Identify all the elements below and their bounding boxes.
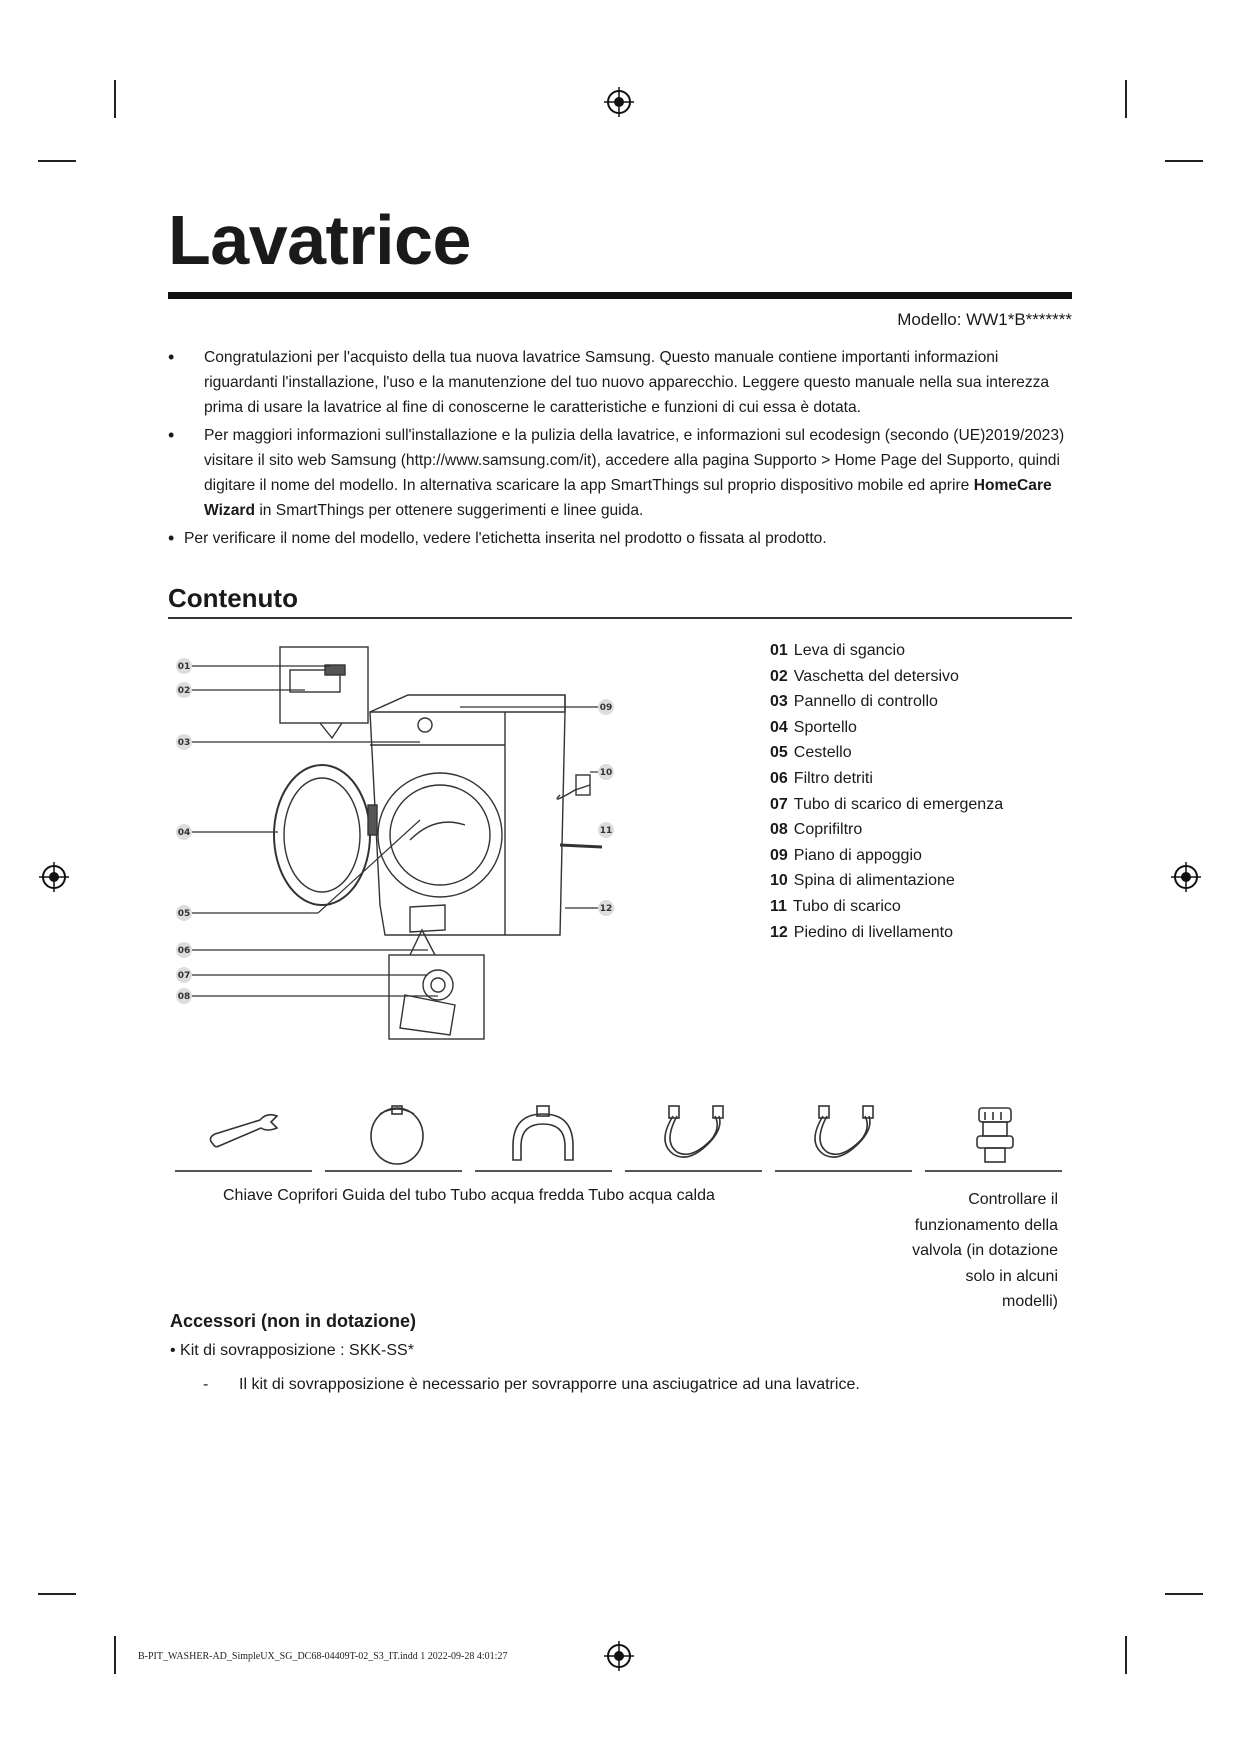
dash-marker: - <box>203 1376 209 1393</box>
callout-badge-text: 04 <box>177 828 191 838</box>
accessories-item: • Kit di sovrapposizione : SKK-SS* <box>170 1342 414 1359</box>
list-item <box>770 766 1003 792</box>
crop-mark <box>1125 1636 1127 1674</box>
part-number: 08 <box>770 821 788 839</box>
part-number: 07 <box>770 795 788 813</box>
title-rule <box>168 292 1072 299</box>
part-label: Filtro detriti <box>793 769 873 787</box>
accessories-title: Accessori (non in dotazione) <box>170 1311 417 1331</box>
list-item <box>770 638 1003 664</box>
crop-mark <box>1165 1593 1203 1595</box>
list-item <box>770 740 1003 766</box>
parts-list <box>770 638 1003 945</box>
valve-icon <box>965 1102 1025 1167</box>
callout-badge-text: 06 <box>177 946 191 956</box>
part-label: Spina di alimentazione <box>793 872 955 890</box>
accessory-underline <box>325 1170 462 1172</box>
part-number: 06 <box>770 769 788 787</box>
callout-badge-text: 12 <box>599 904 613 914</box>
part-number: 11 <box>770 897 787 915</box>
part-label: Cestello <box>793 744 852 762</box>
crop-mark <box>114 1636 116 1674</box>
valve-label: Controllare il funzionamento della valvola (in dotazione solo in alcuni modelli) <box>912 1191 1058 1310</box>
part-number: 02 <box>770 667 788 685</box>
callout-badge-text: 05 <box>177 909 191 919</box>
intro-bullet-text: Congratulazioni per l'acquisto della tua nuova lavatrice Samsung. Questo manuale contiene importanti informazioni riguardanti l'installazione, l'uso e la manutenzione del tuo nuovo apparecchio. Leggere questo manuale nella sua interezza prima di usare la lavatrice al fine di conoscerne le caratteristiche e funzioni di cui essa è dotata. <box>204 349 1050 416</box>
accessory-underline <box>775 1170 912 1172</box>
callout-badge-text: 10 <box>599 768 613 778</box>
hot-water-hose-icon <box>805 1102 885 1167</box>
part-label: Piano di appoggio <box>793 846 922 864</box>
part-label: Tubo di scarico <box>792 897 901 915</box>
part-number: 12 <box>770 923 788 941</box>
list-item <box>770 817 1003 843</box>
registration-mark-icon <box>604 1641 634 1671</box>
callout-badge-text: 09 <box>599 703 613 713</box>
part-number: 04 <box>770 718 788 736</box>
list-item <box>770 843 1003 869</box>
part-number: 05 <box>770 744 788 762</box>
wrench-icon <box>205 1102 285 1162</box>
callout-badge-text: 01 <box>177 662 191 672</box>
accessory-underline <box>625 1170 762 1172</box>
accessory-underline <box>475 1170 612 1172</box>
homecare-wizard-label: HomeCare Wizard <box>204 477 1052 519</box>
part-number: 03 <box>770 693 788 711</box>
crop-mark <box>1165 160 1203 162</box>
intro-bullet <box>168 423 1073 523</box>
part-number: 09 <box>770 846 788 864</box>
intro-bullets <box>168 345 1073 554</box>
intro-bullet-text: Per verificare il nome del modello, vedere l'etichetta inserita nel prodotto o fissata al prodotto. <box>184 530 827 547</box>
crop-mark <box>38 1593 76 1595</box>
part-number: 01 <box>770 642 788 659</box>
list-item <box>770 792 1003 818</box>
list-item <box>770 894 1003 920</box>
drum-outline <box>378 773 502 897</box>
registration-mark-icon <box>1171 862 1201 892</box>
crop-mark <box>114 80 116 118</box>
registration-mark-icon <box>604 87 634 117</box>
callout-badge-text: 02 <box>177 686 191 696</box>
part-label: Pannello di controllo <box>793 693 938 711</box>
intro-bullet-text: Per maggiori informazioni sull'installazione e la pulizia della lavatrice, e informazioni sul ecodesign (secondo (UE)2019/2023) visitare il sito web Samsung (http://www.samsung.com/it), accedere alla pagina Supporto > Home Page del Supporto, quindi digitare il nome del modello. In alternativa scaricare la app SmartThings sul proprio dispositivo mobile ed aprire <box>204 427 1065 494</box>
accessories-note <box>203 1376 860 1394</box>
print-slug: B-PIT_WASHER-AD_SimpleUX_SG_DC68-04409T-02_S3_IT.indd 1 2022-09-28 4:01:27 <box>138 1651 508 1662</box>
callout-badge-text: 08 <box>177 992 191 1002</box>
registration-mark-icon <box>39 862 69 892</box>
list-item <box>770 664 1003 690</box>
list-item <box>770 920 1003 946</box>
callout-badge-text: 11 <box>599 826 613 836</box>
intro-bullet-text: in SmartThings per ottenere suggerimenti e linee guida. <box>259 502 644 519</box>
accessory-labels: Chiave Coprifori Guida del tubo Tubo acqua fredda Tubo acqua calda <box>223 1187 715 1204</box>
accessories-note-text: Il kit di sovrapposizione è necessario per sovrapporre una asciugatrice ad una lavatrice. <box>239 1376 860 1393</box>
section-rule <box>168 617 1072 619</box>
list-item <box>770 689 1003 715</box>
part-label: Piedino di livellamento <box>793 923 953 941</box>
door-outline <box>274 765 370 905</box>
intro-bullet <box>168 526 1073 551</box>
hole-cap-icon <box>362 1102 432 1167</box>
washing-machine-diagram <box>170 635 690 1070</box>
part-label: Vaschetta del detersivo <box>793 667 959 685</box>
hose-guide-icon <box>503 1102 583 1167</box>
list-item <box>770 868 1003 894</box>
intro-bullet <box>168 345 1073 420</box>
crop-mark <box>1125 80 1127 118</box>
callout-badge-text: 07 <box>177 971 191 981</box>
accessories-item-text: Kit di sovrapposizione : SKK-SS* <box>180 1342 414 1359</box>
part-label: Tubo di scarico di emergenza <box>793 795 1004 813</box>
part-label: Coprifiltro <box>793 821 863 839</box>
cold-water-hose-icon <box>655 1102 735 1167</box>
crop-mark <box>38 160 76 162</box>
callout-badge-text: 03 <box>177 738 191 748</box>
part-label: Sportello <box>793 718 857 736</box>
list-item <box>770 715 1003 741</box>
part-label: Leva di sgancio <box>793 642 905 659</box>
part-number: 10 <box>770 872 788 890</box>
model-number: Modello: WW1*B******* <box>897 310 1072 329</box>
section-title: Contenuto <box>168 583 298 613</box>
cabinet-top <box>370 695 565 712</box>
accessory-underline <box>925 1170 1062 1172</box>
page-title: Lavatrice <box>168 201 471 279</box>
accessory-underline <box>175 1170 312 1172</box>
